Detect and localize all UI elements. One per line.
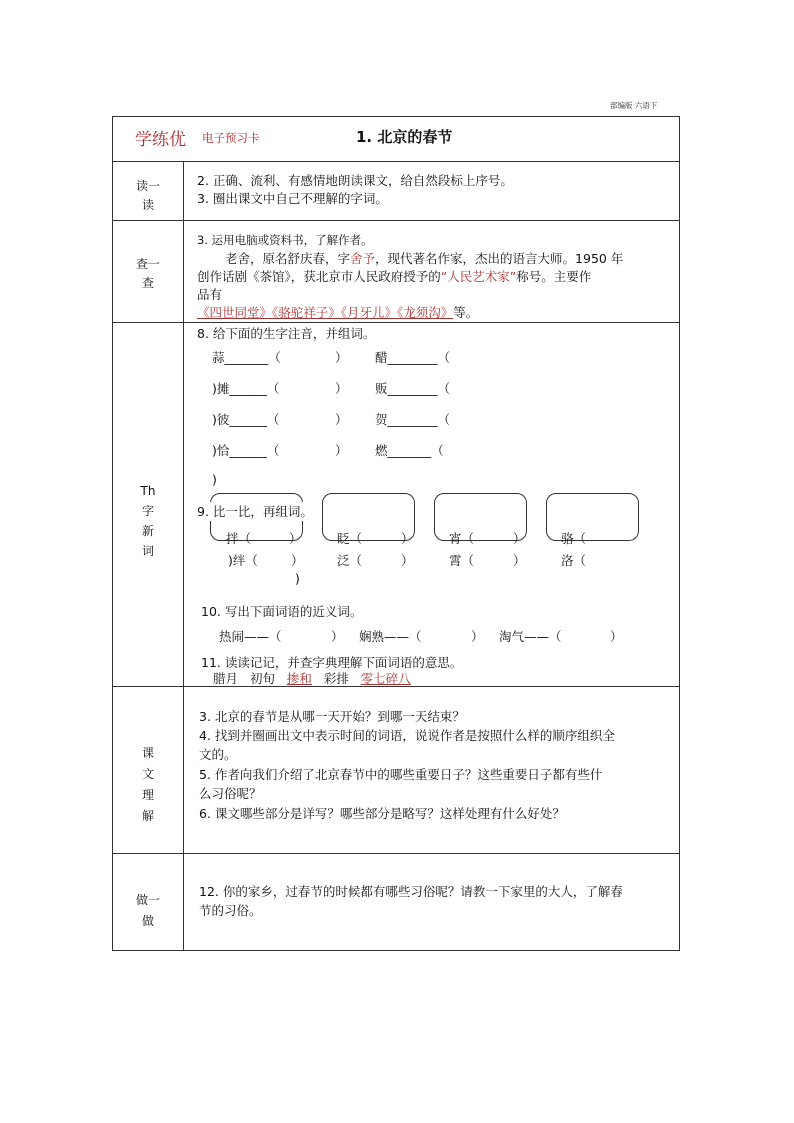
column-divider	[183, 161, 184, 950]
understand-line-4: 5. 作者向我们介绍了北京春节中的哪些重要日子？这些重要日子都有些什	[199, 767, 603, 782]
synonym-2-close: ）	[471, 629, 484, 644]
pinyin-row-1-c: 醋________（	[375, 350, 451, 365]
preview-card	[112, 116, 680, 951]
words-question-11: 11. 读读记记，并查字典理解下面词语的意思。	[201, 655, 463, 670]
pinyin-row-4-a: )恰______（	[212, 443, 280, 458]
check-question: 3. 运用电脑或资料书，了解作者。	[197, 233, 373, 247]
understand-line-3: 文的。	[199, 747, 237, 762]
compare-bottom-3: 泛（	[337, 553, 363, 568]
compare-bottom-2: ）	[291, 553, 304, 568]
check-para-line-3: 品有	[197, 287, 223, 302]
compare-close: )	[295, 571, 300, 586]
compare-top-1: 拌（	[226, 531, 252, 546]
pinyin-row-2-a: )摊______（	[212, 381, 280, 396]
do-line-1: 12. 你的家乡，过春节的时候都有哪些习俗呢？请教一下家里的大人，了解春	[199, 884, 623, 899]
check-para-line-4: 《四世同堂》《骆驼祥子》《月牙儿》《龙须沟》等。	[197, 305, 479, 320]
divider	[113, 322, 679, 323]
synonym-1-close: ）	[331, 629, 344, 644]
compare-bottom-5: 霄（	[449, 553, 475, 568]
synonym-3: 淘气——（	[499, 629, 562, 644]
check-para-line-2: 创作话剧《茶馆》，获北京市人民政府授予的“人民艺术家”称号。主要作	[197, 269, 592, 284]
brand-logo-text: 学练优	[135, 130, 186, 150]
words-question-8: 8. 给下面的生字注音，并组词。	[197, 326, 376, 341]
compare-bottom-1: )绊（	[228, 553, 258, 568]
understand-line-5: 么习俗呢？	[199, 786, 262, 801]
pinyin-row-1-b: ）	[335, 350, 348, 365]
section-label-do: 做一 做	[135, 893, 160, 928]
section-label-check: 查一 查	[135, 257, 160, 290]
compare-top-2: ）	[289, 531, 302, 546]
pinyin-close: )	[212, 472, 217, 487]
pinyin-row-3-c: 贺________（	[375, 412, 451, 427]
synonym-3-close: ）	[610, 629, 623, 644]
understand-line-6: 6. 课文哪些部分是详写？哪些部分是略写？这样处理有什么好处？	[199, 806, 565, 821]
pinyin-row-1-a: 蒜_______（	[212, 350, 281, 365]
pinyin-row-4-b: ）	[335, 443, 348, 458]
do-line-2: 节的习俗。	[199, 903, 262, 918]
divider	[113, 161, 679, 162]
compare-top-5: 宵（	[449, 531, 475, 546]
section-label-understand: 课 文 理 解	[141, 746, 154, 823]
edition-tag: 部编版 六语下	[610, 101, 658, 110]
synonym-1: 热闹——（	[219, 629, 282, 644]
compare-bottom-7: 洛（	[561, 553, 587, 568]
compare-bottom-6: ）	[513, 553, 526, 568]
divider	[113, 220, 679, 221]
section-label-words: Th 字 新 词	[140, 484, 156, 558]
compare-box	[546, 493, 639, 541]
compare-bottom-4: ）	[401, 553, 414, 568]
read-line-2: 3. 圈出课文中自己不理解的字词。	[197, 191, 388, 206]
pinyin-row-3-a: )彼______（	[212, 412, 280, 427]
card-subtitle: 电子预习卡	[202, 131, 260, 145]
compare-top-6: ）	[513, 531, 526, 546]
understand-line-1: 3. 北京的春节是从哪一天开始？到哪一天结束？	[199, 709, 465, 724]
words-question-9: 9. 比一比，再组词。	[197, 504, 313, 519]
section-label-read: 读一 读	[135, 179, 160, 212]
divider	[113, 853, 679, 854]
divider	[113, 686, 679, 687]
compare-top-4: ）	[401, 531, 414, 546]
read-line-1: 2. 正确、流利、有感情地朗读课文，给自然段标上序号。	[197, 173, 513, 188]
compare-top-7: 骆（	[561, 531, 587, 546]
words-question-10: 10. 写出下面词语的近义词。	[201, 604, 363, 619]
check-para-line-1: 老舍，原名舒庆春，字舍予，现代著名作家，杰出的语言大师。1950 年	[225, 251, 624, 266]
pinyin-row-3-b: ）	[335, 412, 348, 427]
pinyin-row-2-b: ）	[335, 381, 348, 396]
pinyin-row-2-c: 贩________（	[375, 381, 451, 396]
understand-line-2: 4. 找到并圈画出文中表示时间的词语，说说作者是按照什么样的顺序组织全	[199, 728, 615, 743]
vocab-list: 腊月 初旬 掺和 彩排 零七碎八	[213, 671, 411, 685]
pinyin-row-4-c: 燃_______（	[375, 443, 444, 458]
compare-top-3: 眨（	[337, 531, 363, 546]
synonym-2: 娴熟——（	[359, 629, 422, 644]
lesson-title: 1. 北京的春节	[356, 128, 453, 146]
